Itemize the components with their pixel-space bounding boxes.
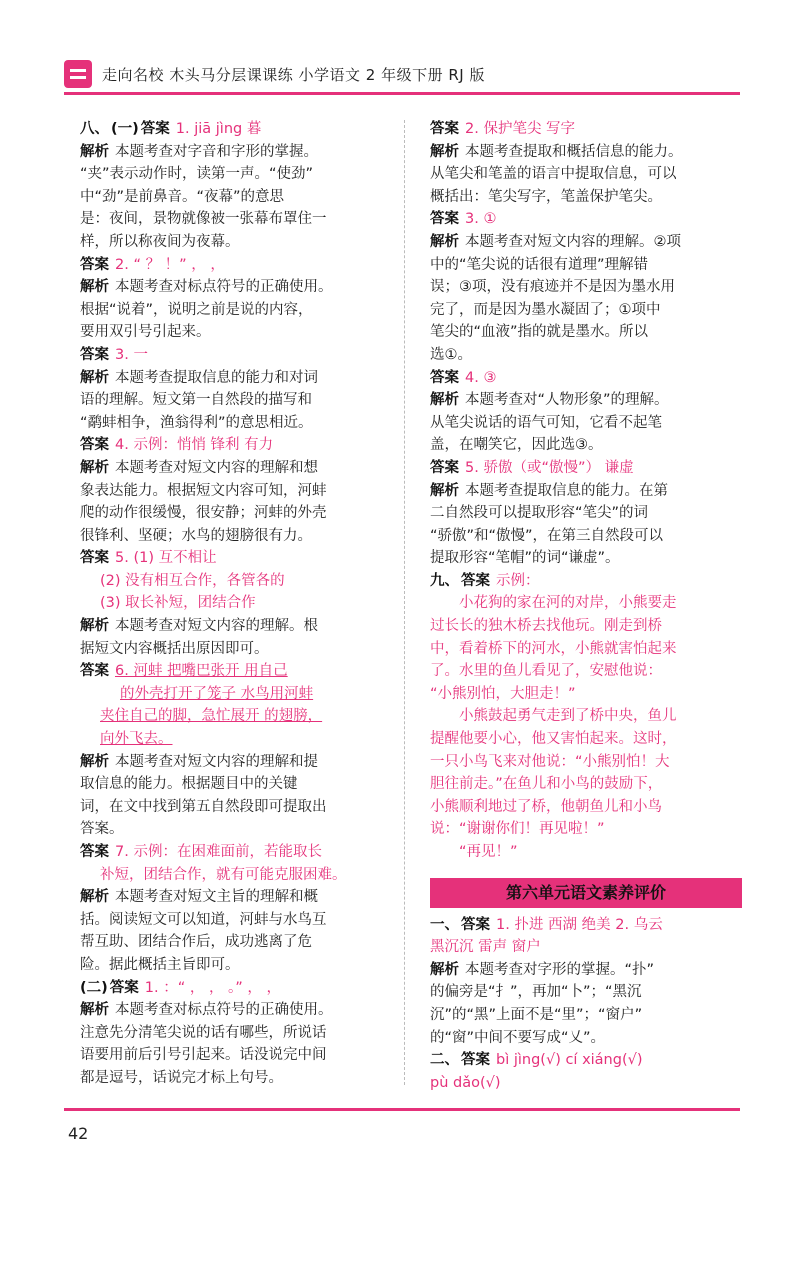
answer-text: 提醒他要小心，他又害怕起来。这时， [430, 731, 677, 748]
text-line [80, 254, 398, 277]
explanation-text: 据短文内容概括出原因即可。 [80, 640, 269, 657]
sub-part-label: (一) [111, 121, 139, 137]
answer-text: 6. 河蚌 把嘴巴张开 用自己 [115, 663, 288, 680]
text-line [80, 751, 398, 774]
explanation-text: 本题考查对短文内容的理解。②项 [465, 233, 681, 250]
text-line [80, 547, 398, 570]
entry-tag: 答案 [80, 844, 109, 860]
explanation-text: “鹬蚌相争，渔翁得利”的意思相近。 [80, 414, 313, 431]
explanation-text: 语要用前后引号引起来。话没说完中间 [80, 1047, 327, 1064]
explanation-text: 本题考查提取信息的能力。在第 [465, 482, 668, 499]
text-line [80, 1044, 398, 1067]
answer-text: 过长长的独木桥去找他玩。刚走到桥 [430, 618, 662, 635]
answer-text: (2) 没有相互合作，各管各的 [100, 572, 285, 589]
text-line [430, 936, 742, 959]
question-number: 二、 [430, 1052, 459, 1069]
text-line [80, 344, 398, 367]
sub-part-label: (二) [80, 979, 108, 996]
explanation-text: 本题考查对短文内容的理解和想 [115, 459, 318, 476]
series-logo-icon [64, 60, 92, 88]
explanation-text: 二自然段可以提取形容“笔尖”的词 [430, 505, 649, 522]
text-line [430, 389, 742, 412]
entry-tag: 解析 [80, 143, 109, 160]
text-line [430, 796, 742, 819]
text-line [80, 818, 398, 841]
entry-tag: 答案 [80, 256, 109, 273]
explanation-text: 本题考查对短文内容的理解和提 [115, 753, 318, 770]
answer-text: 小熊顺利地过了桥，他朝鱼儿和小鸟 [430, 798, 662, 815]
entry-tag: 答案 [430, 459, 459, 476]
text-line [80, 208, 398, 231]
text-line [80, 909, 398, 932]
text-line [80, 638, 398, 661]
entry-tag: 解析 [80, 279, 109, 296]
text-line [430, 231, 742, 254]
entry-tag: 解析 [80, 753, 109, 770]
explanation-text: 本题考查对标点符号的正确使用。 [115, 1002, 333, 1019]
explanation-text: 盖，在嘲笑它，因此选③。 [430, 437, 603, 454]
answer-text: 胆往前走。”在鱼儿和小鸟的鼓励下， [430, 776, 663, 793]
answer-text: 夹住自己的脚，急忙展开 的翅膀， [100, 708, 323, 725]
explanation-text: 本题考查提取和概括信息的能力。 [465, 143, 683, 160]
text-line [80, 886, 398, 909]
explanation-text: 注意先分清笔尖说的话有哪些，所说话 [80, 1024, 327, 1041]
explanation-text: 根据“说着”，说明之前是说的内容， [80, 301, 313, 318]
explanation-text: 险。据此概括主旨即可。 [80, 956, 240, 973]
answer-text: 了。水里的鱼儿看见了，安慰他说： [430, 663, 662, 680]
text-line [80, 999, 398, 1022]
text-line [80, 163, 398, 186]
explanation-text: 要用双引号引起来。 [80, 324, 211, 341]
answer-text: 4. ③ [465, 369, 497, 386]
text-line [430, 683, 742, 706]
entry-tag: 答案 [430, 369, 459, 386]
text-line [430, 570, 742, 593]
text-line [430, 276, 742, 299]
entry-tag: 答案 [80, 437, 109, 454]
text-line [430, 434, 742, 457]
answer-text: 3. ① [465, 211, 497, 228]
explanation-text: 语的理解。短文第一自然段的描写和 [80, 392, 312, 409]
section-banner: 第六单元语文素养评价 [430, 878, 742, 908]
text-line [80, 276, 398, 299]
explanation-text: 本题考查对短文内容的理解。根 [115, 618, 318, 635]
explanation-text: 从笔尖和笔盖的语言中提取信息，可以 [430, 166, 677, 183]
answer-text: 一只小鸟飞来对他说：“小熊别怕！大 [430, 753, 670, 770]
explanation-text: 本题考查对标点符号的正确使用。 [115, 279, 333, 296]
explanation-text: “骄傲”和“傲慢”，在第三自然段可以 [430, 527, 664, 544]
text-line [430, 457, 742, 480]
text-line [80, 502, 398, 525]
answer-text: 4. 示例：悄悄 锋利 有力 [115, 437, 274, 454]
text-line [80, 389, 398, 412]
text-line [80, 367, 398, 390]
answer-text: 中，看着桥下的河水，小熊就害怕起来 [430, 640, 677, 657]
answer-text: bì jìng(√) cí xiáng(√) [496, 1052, 643, 1069]
essay-text: 小熊鼓起勇气走到了桥中央，鱼儿 [459, 708, 677, 725]
text-line [430, 344, 742, 367]
text-line [80, 954, 398, 977]
explanation-text: 爬的动作很缓慢，很安静；河蚌的外壳 [80, 505, 327, 522]
entry-tag: 答案 [80, 550, 109, 567]
text-line [80, 864, 398, 887]
explanation-text: 选①。 [430, 346, 472, 363]
text-line [430, 592, 742, 615]
text-line [430, 638, 742, 661]
entry-tag: 答案 [461, 1052, 490, 1069]
text-line [80, 977, 398, 1000]
explanation-text: 样，所以称夜间为夜幕。 [80, 233, 240, 250]
text-line [80, 299, 398, 322]
answer-text: “小熊别怕，大胆走！” [430, 685, 576, 702]
answer-text: 5. (1) 互不相让 [115, 550, 217, 567]
answer-text: 示例： [496, 572, 540, 589]
text-line [80, 796, 398, 819]
explanation-text: 答案。 [80, 821, 124, 838]
explanation-text: 完了，而是因为墨水凝固了；①项中 [430, 301, 661, 318]
text-line [430, 299, 742, 322]
text-line [430, 1072, 742, 1095]
text-line [430, 728, 742, 751]
text-line [430, 163, 742, 186]
answer-text: 说：“谢谢你们！再见啦！” [430, 821, 605, 838]
text-line [80, 231, 398, 254]
entry-tag: 答案 [80, 663, 109, 680]
header-rule [64, 92, 740, 95]
entry-tag: 答案 [461, 572, 490, 589]
explanation-text: 从笔尖说话的语气可知，它看不起笔 [430, 414, 662, 431]
answer-text: 1. 扑进 西湖 绝美 2. 乌云 [496, 916, 663, 933]
explanation-text: 的“窗”中间不要写成“乂”。 [430, 1029, 606, 1046]
explanation-text: 括。阅读短文可以知道，河蚌与水鸟互 [80, 911, 327, 928]
explanation-text: 的偏旁是“扌”，再加“卜”；“黑沉 [430, 984, 642, 1001]
question-number: 八、 [80, 121, 109, 137]
explanation-text: 沉”的“黑”上面不是“里”；“窗户” [430, 1006, 643, 1023]
text-line [80, 412, 398, 435]
text-line [80, 615, 398, 638]
text-line [430, 141, 742, 164]
text-line [80, 660, 398, 683]
explanation-text: 本题考查提取信息的能力和对词 [115, 369, 318, 386]
essay-text: 小花狗的家在河的对岸，小熊要走 [459, 595, 677, 612]
entry-tag: 答案 [430, 121, 459, 137]
explanation-text: 中的“笔尖说的话很有道理”理解错 [430, 256, 649, 273]
entry-tag: 答案 [80, 346, 109, 363]
text-line [80, 525, 398, 548]
text-line [80, 570, 398, 593]
text-line [430, 367, 742, 390]
answer-text: 补短，团结合作，就有可能克服困难。 [100, 866, 347, 883]
explanation-text: 是：夜间，景物就像被一张幕布罩住一 [80, 211, 327, 228]
text-line [80, 592, 398, 615]
entry-tag: 答案 [140, 121, 170, 137]
text-line [430, 118, 742, 141]
text-line [80, 186, 398, 209]
essay-text: “再见！” [459, 844, 518, 860]
explanation-text: 提取形容“笔帽”的词“谦虚”。 [430, 550, 620, 567]
text-line [430, 981, 742, 1004]
explanation-text: 误；③项，没有痕迹并不是因为墨水用 [430, 279, 675, 296]
text-line [430, 502, 742, 525]
text-line [430, 480, 742, 503]
answer-text: 的外壳打开了笼子 水鸟用河蚌 [120, 685, 314, 702]
explanation-text: 词，在文中找到第五自然段即可提取出 [80, 798, 327, 815]
answer-block-continued [430, 118, 742, 864]
answer-text: 2. “ ？ ！” ， ， [115, 256, 225, 273]
answer-text: pù dǎo(√) [430, 1074, 501, 1091]
text-line [430, 705, 742, 728]
entry-tag: 解析 [80, 618, 109, 635]
text-line [430, 660, 742, 683]
text-line [430, 751, 742, 774]
answer-text: 5. 骄傲（或“傲慢”） 谦虚 [465, 459, 634, 476]
explanation-text: 概括出：笔尖写字，笔盖保护笔尖。 [430, 188, 662, 205]
text-line [430, 959, 742, 982]
entry-tag: 解析 [430, 961, 459, 978]
footer-rule [64, 1108, 740, 1111]
text-line [430, 1027, 742, 1050]
text-line [80, 931, 398, 954]
explanation-text: 都是逗号，话说完才标上句号。 [80, 1069, 283, 1086]
text-line [80, 434, 398, 457]
explanation-text: “夹”表示动作时，读第一声。“使劲” [80, 166, 314, 183]
entry-tag: 解析 [430, 482, 459, 499]
text-line [430, 186, 742, 209]
entry-tag: 解析 [80, 369, 109, 386]
text-line [80, 118, 398, 141]
explanation-text: 本题考查对短文主旨的理解和概 [115, 889, 318, 906]
explanation-text: 中“劲”是前鼻音。“夜幕”的意思 [80, 188, 285, 205]
entry-tag: 解析 [80, 889, 109, 906]
text-line [430, 615, 742, 638]
entry-tag: 解析 [430, 392, 459, 409]
answer-text: (3) 取长补短，团结合作 [100, 595, 256, 612]
entry-tag: 答案 [461, 916, 490, 933]
text-line [80, 1022, 398, 1045]
text-line [80, 480, 398, 503]
answer-text: 7. 示例：在困难面前，若能取长 [115, 844, 322, 860]
answer-text: 3. 一 [115, 346, 148, 363]
text-line [430, 412, 742, 435]
explanation-text: 帮互助、团结合作后，成功逃离了危 [80, 934, 312, 951]
answer-text: 1. ：“ ， ， 。” ， ， [144, 979, 282, 996]
answer-text: 向外飞去。 [100, 731, 173, 748]
right-column [430, 118, 742, 1094]
text-line [430, 1004, 742, 1027]
text-line [430, 547, 742, 570]
text-line [430, 254, 742, 277]
answer-text: 1. jiā jìng 暮 [175, 121, 262, 137]
entry-tag: 解析 [430, 233, 459, 250]
column-divider [404, 120, 405, 1085]
text-line [80, 773, 398, 796]
answer-text: 2. 保护笔尖 写字 [465, 121, 576, 137]
text-line [80, 841, 398, 864]
entry-tag: 解析 [80, 459, 109, 476]
entry-tag: 解析 [430, 143, 459, 160]
text-line [80, 141, 398, 164]
explanation-text: 本题考查对字音和字形的掌握。 [115, 143, 318, 160]
text-line [430, 1049, 742, 1072]
text-line [430, 818, 742, 841]
text-line [430, 208, 742, 231]
explanation-text: 象表达能力。根据短文内容可知，河蚌 [80, 482, 327, 499]
unit-six-answers [430, 914, 742, 1095]
page-number: 42 [68, 1124, 89, 1143]
explanation-text: 很锋利、坚硬；水鸟的翅膀很有力。 [80, 527, 312, 544]
answer-text: 黑沉沉 雷声 窗户 [430, 939, 541, 956]
text-line [80, 457, 398, 480]
header-title: 走向名校 木头马分层课课练 小学语文 2 年级下册 RJ 版 [102, 66, 486, 84]
left-column [80, 118, 398, 1090]
entry-tag: 答案 [430, 211, 459, 228]
text-line [80, 1067, 398, 1090]
text-line [80, 705, 398, 728]
question-number: 一、 [430, 916, 459, 933]
text-line [80, 728, 398, 751]
page-header [64, 56, 740, 96]
explanation-text: 笔尖的“血液”指的就是墨水。所以 [430, 324, 649, 341]
entry-tag: 解析 [80, 1002, 109, 1019]
entry-tag: 答案 [109, 979, 139, 996]
text-line [80, 683, 398, 706]
question-number: 九、 [430, 572, 459, 589]
explanation-text: 本题考查对“人物形象”的理解。 [465, 392, 669, 409]
text-line [430, 773, 742, 796]
text-line [80, 321, 398, 344]
explanation-text: 取信息的能力。根据题目中的关键 [80, 776, 298, 793]
text-line [430, 914, 742, 937]
text-line [430, 321, 742, 344]
text-line [430, 525, 742, 548]
text-line [430, 841, 742, 864]
explanation-text: 本题考查对字形的掌握。“扑” [465, 961, 655, 978]
